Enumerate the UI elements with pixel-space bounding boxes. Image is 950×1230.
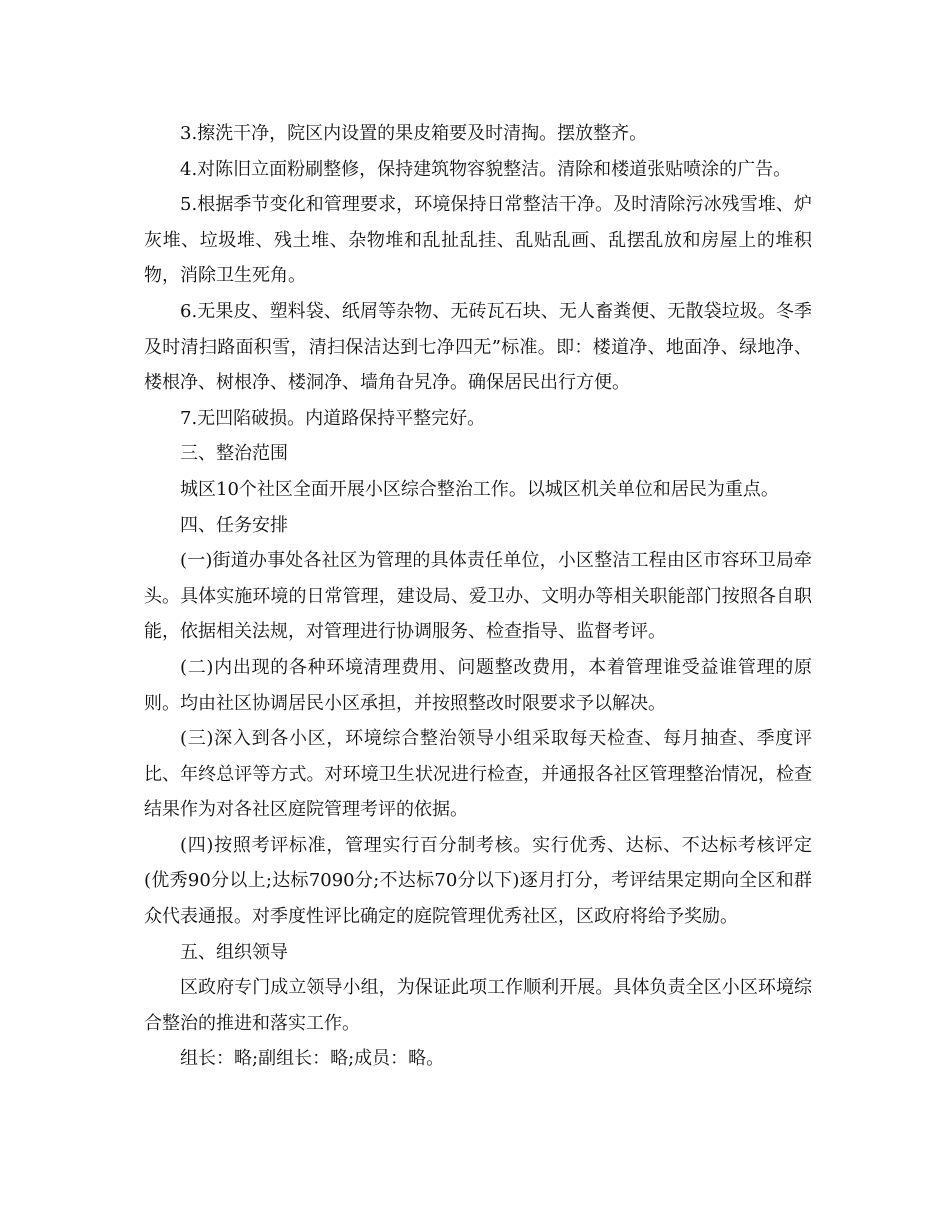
paragraph-scope: 城区10个社区全面开展小区综合整治工作。以城区机关单位和居民为重点。 xyxy=(180,478,779,500)
paragraph-task-3: (三)深入到各小区，环境综合整治领导小组采取每天检查、每月抽查、季度评比、年终总评等方式。对环境卫生状况进行检查，并通报各社区管理整治情况，检查结果作为对各社区庭院管理考评的依据。 xyxy=(144,728,812,821)
paragraph-task-4: (四)按照考评标准，管理实行百分制考核。实行优秀、达标、不达标考核评定(优秀90分以上;达标7090分;不达标70分以下)逐月打分，考评结果定期向全区和群众代表通报。对季度性评比确定的庭院管理优秀社区，区政府将给予奖励。 xyxy=(144,834,812,928)
paragraph-task-2: (二)内出现的各种环境清理费用、问题整改费用，本着管理谁受益谁管理的原则。均由社区协调居民小区承担，并按照整改时限要求予以解决。 xyxy=(144,656,812,714)
paragraph-no-litter-standard: 6.无果皮、塑料袋、纸屑等杂物、无砖瓦石块、无人畜粪便、无散袋垃圾。冬季及时清扫路面积雪，清扫保洁达到七净四无”标准。即：楼道净、地面净、绿地净、楼根净、树根净、楼洞净、墙角旮旯净。确保居民出行方便。 xyxy=(144,300,812,394)
section-heading-leadership: 五、组织领导 xyxy=(180,941,288,963)
paragraph-members: 组长：略;副组长：略;成员：略。 xyxy=(180,1048,445,1070)
paragraph-cleaning-bins: 3.擦洗干净，院区内设置的果皮箱要及时清掏。摆放整齐。 xyxy=(180,123,648,144)
section-heading-tasks: 四、任务安排 xyxy=(180,514,288,536)
paragraph-road-condition: 7.无凹陷破损。内道路保持平整完好。 xyxy=(180,407,486,429)
paragraph-leadership: 区政府专门成立领导小组，为保证此项工作顺利开展。具体负责全区小区环境综合整治的推进和落实工作。 xyxy=(144,977,812,1034)
section-heading-scope: 三、整治范围 xyxy=(180,443,288,465)
paragraph-seasonal-cleaning: 5.根据季节变化和管理要求，环境保持日常整洁干净。及时清除污冰残雪堆、炉灰堆、垃圾堆、残土堆、杂物堆和乱扯乱挂、乱贴乱画、乱摆乱放和房屋上的堆积物，消除卫生死角。 xyxy=(144,194,812,287)
document-body xyxy=(144,116,812,1077)
paragraph-task-1: (一)街道办事处各社区为管理的具体责任单位，小区整洁工程由区市容环卫局牵头。具体实施环境的日常管理，建设局、爱卫办、文明办等相关职能部门按照各自职能，依据相关法规，对管理进行协调服务、检查指导、监督考评。 xyxy=(144,550,812,643)
paragraph-facade-repair: 4.对陈旧立面粉刷整修，保持建筑物容貌整洁。清除和楼道张贴喷涂的广告。 xyxy=(180,158,792,180)
